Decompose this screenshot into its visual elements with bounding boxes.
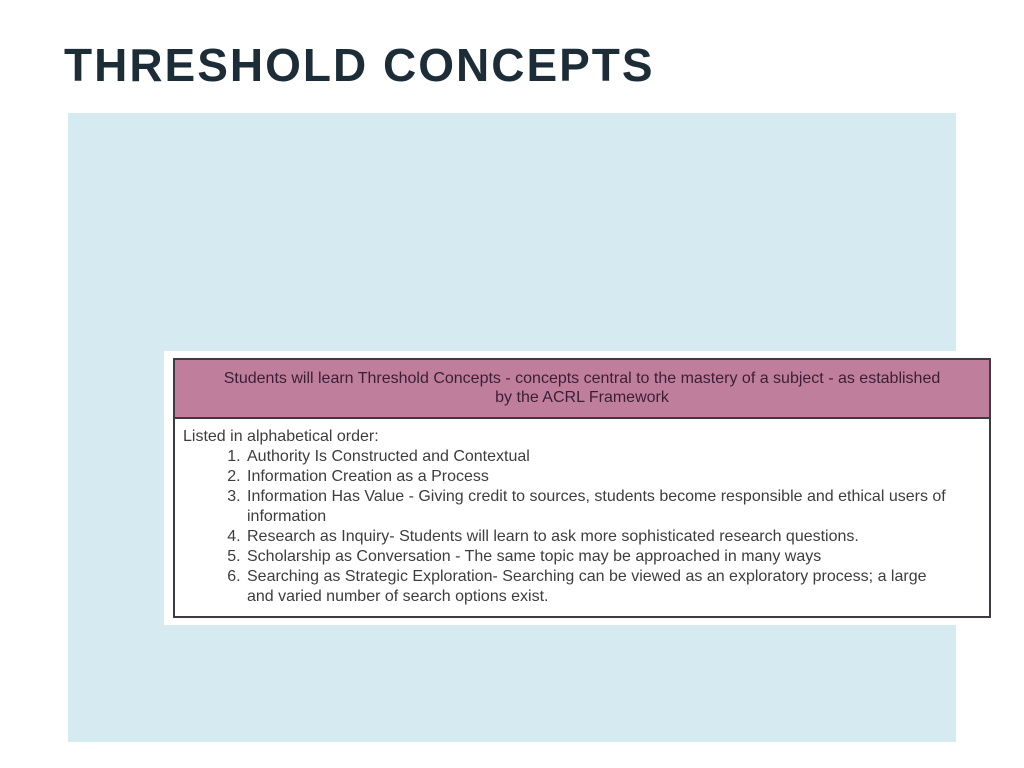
table-header-line-1: Students will learn Threshold Concepts - concepts central to the mastery of a subject - as established: [223, 370, 941, 387]
list-item: 5. Scholarship as Conversation - The same topic may be approached in many ways: [245, 547, 953, 567]
list-item: 4. Research as Inquiry- Students will learn to ask more sophisticated research questions.: [245, 527, 953, 547]
table-card: [164, 351, 1000, 625]
table-body-cell: [175, 419, 989, 617]
concept-list: [183, 447, 953, 607]
table-header-line-2: by the ACRL Framework: [495, 389, 669, 406]
list-item: 2. Information Creation as a Process: [245, 467, 953, 487]
list-item: 1. Authority Is Constructed and Contextual: [245, 447, 953, 467]
content-panel: [68, 113, 956, 742]
list-intro: Listed in alphabetical order:: [183, 428, 379, 445]
page-title: THRESHOLD CONCEPTS: [64, 39, 655, 91]
threshold-concepts-table: [173, 358, 991, 618]
table-header-row: [175, 360, 989, 419]
list-item: 6. Searching as Strategic Exploration- Searching can be viewed as an exploratory process; a large and varied number of search options exist.: [245, 567, 953, 607]
list-item: 3. Information Has Value - Giving credit to sources, students become responsible and ethical users of information: [245, 487, 953, 527]
